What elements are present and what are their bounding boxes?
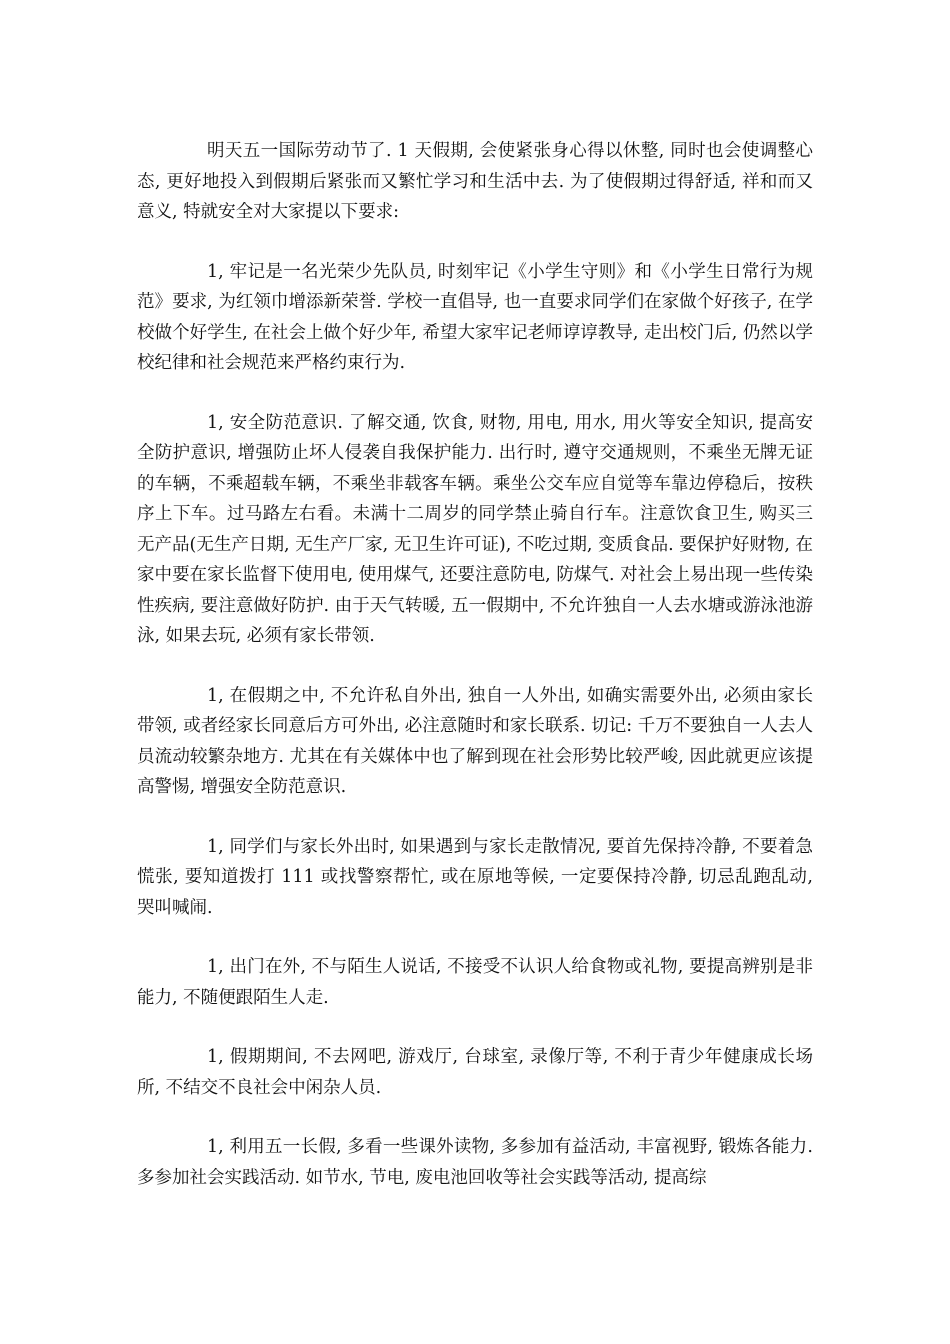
- document-body: [137, 136, 813, 1222]
- rule-paragraph-lost: 1, 同学们与家长外出时, 如果遇到与家长走散情况, 要首先保持冷静, 不要着急慌张, 要知道拨打 111 或找警察帮忙, 或在原地等候, 一定要保持冷静, 切忌乱跑乱动, 哭叫喊闹.: [137, 836, 813, 918]
- intro-paragraph: 明天五一国际劳动节了. 1 天假期, 会使紧张身心得以休整, 同时也会使调整心态, 更好地投入到假期后紧张而又繁忙学习和生活中去. 为了使假期过得舒适, 祥和而又意义, 特就安全对大家提以下要求:: [137, 141, 813, 222]
- rule-paragraph-discipline: 1, 牢记是一名光荣少先队员, 时刻牢记《小学生守则》和《小学生日常行为规范》要求, 为红领巾增添新荣誉. 学校一直倡导, 也一直要求同学们在家做个好孩子, 在学校做个好学生, 在社会上做个好少年, 希望大家牢记老师谆谆教导, 走出校门后, 仍然以学校纪律和社会规范来严格约束行为.: [137, 261, 813, 373]
- rule-paragraph-strangers: 1, 出门在外, 不与陌生人说话, 不接受不认识人给食物或礼物, 要提高辨别是非能力, 不随便跟陌生人走.: [137, 957, 813, 1008]
- rule-paragraph-activities: 1, 利用五一长假, 多看一些课外读物, 多参加有益活动, 丰富视野, 锻炼各能力. 多参加社会实践活动. 如节水, 节电, 废电池回收等社会实践等活动, 提高综: [137, 1137, 813, 1188]
- rule-paragraph-venues: 1, 假期期间, 不去网吧, 游戏厅, 台球室, 录像厅等, 不利于青少年健康成长场所, 不结交不良社会中闲杂人员.: [137, 1047, 813, 1098]
- rule-paragraph-safety-awareness: 1, 安全防范意识. 了解交通, 饮食, 财物, 用电, 用水, 用火等安全知识, 提高安全防护意识, 增强防止坏人侵袭自我保护能力. 出行时, 遵守交通规则，不乘坐无牌无证的车辆，不乘超载车辆，不乘坐非载客车辆。乘坐公交车应自觉等车靠边停稳后，按秩序上下车。过马路左右看。未满十二周岁的同学禁止骑自行车。注意饮食卫生, 购买三无产品(无生产日期, 无生产厂家, 无卫生许可证), 不吃过期, 变质食品. 要保护好财物, 在家中要在家长监督下使用电, 使用煤气, 还要注意防电, 防煤气. 对社会上易出现一些传染性疾病, 要注意做好防护. 由于天气转暖, 五一假期中, 不允许独自一人去水塘或游泳池游泳, 如果去玩, 必须有家长带领.: [137, 412, 813, 646]
- rule-paragraph-going-out: 1, 在假期之中, 不允许私自外出, 独自一人外出, 如确实需要外出, 必须由家长带领, 或者经家长同意后方可外出, 必注意随时和家长联系. 切记: 千万不要独自一人去人员流动较繁杂地方. 尤其在有关媒体中也了解到现在社会形势比较严峻, 因此就更应该提高警惕, 增强安全防范意识.: [137, 685, 813, 797]
